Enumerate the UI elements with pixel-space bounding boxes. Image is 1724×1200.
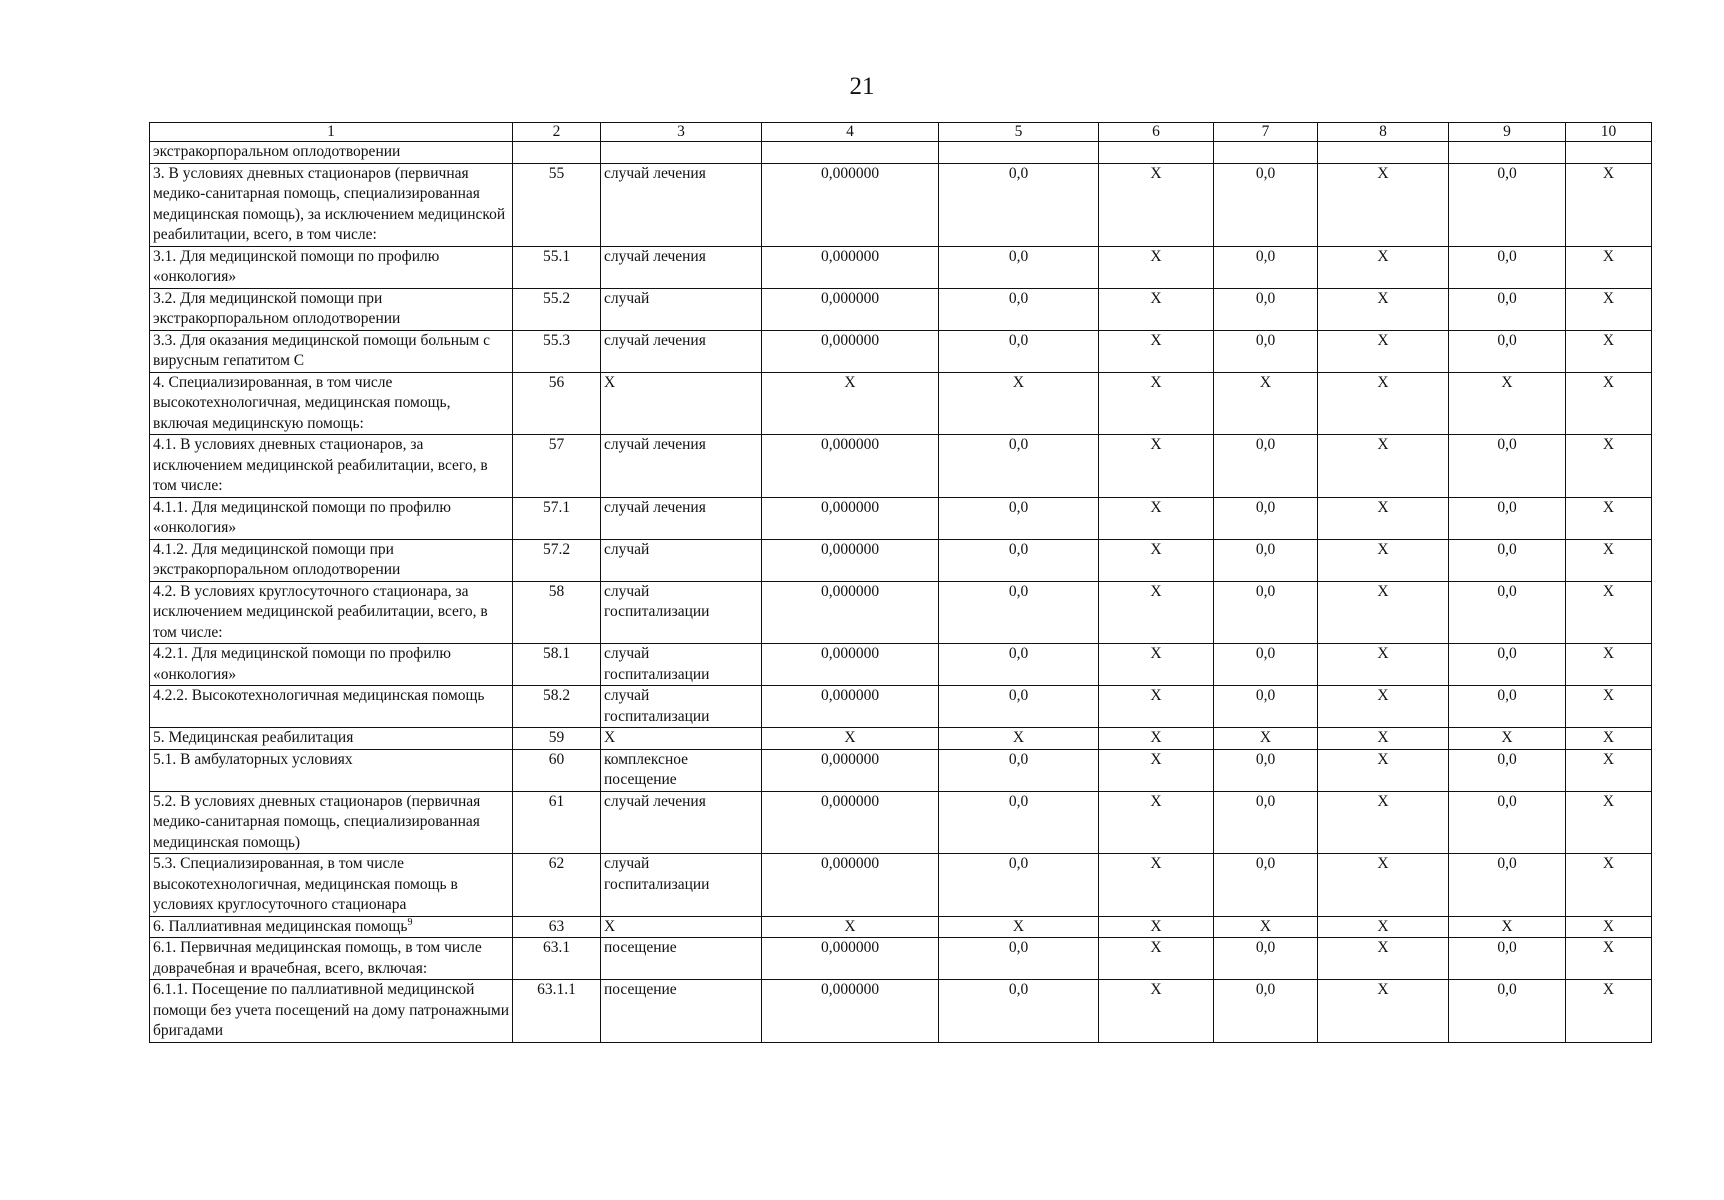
- value-cell-col-4: X: [762, 728, 939, 750]
- value-cell-col-7: X: [1214, 372, 1318, 435]
- row-name: экстракорпоральном оплодотворении: [153, 143, 401, 160]
- value-cell-col-9: X: [1449, 916, 1566, 938]
- table-row: [150, 791, 1652, 854]
- table-row: [150, 854, 1652, 917]
- row-name: 5.3. Специализированная, в том числе высокотехнологичная, медицинская помощь в условиях круглосуточного стационара: [153, 855, 458, 913]
- row-name-cell: [150, 980, 513, 1043]
- value-cell-col-7: 0,0: [1214, 749, 1318, 791]
- column-header: 8: [1318, 123, 1449, 142]
- row-name: 4.1.1. Для медицинской помощи по профилю «онкология»: [153, 498, 451, 536]
- row-name-cell: [150, 246, 513, 288]
- value-cell-col-4: 0,000000: [762, 581, 939, 644]
- value-cell-col-5: 0,0: [939, 686, 1099, 728]
- value-cell-col-7: 0,0: [1214, 435, 1318, 498]
- row-code: [513, 142, 601, 164]
- value-cell-col-5: 0,0: [939, 644, 1099, 686]
- value-cell-col-8: X: [1318, 497, 1449, 539]
- value-cell-col-5: 0,0: [939, 435, 1099, 498]
- row-unit: посещение: [601, 980, 762, 1043]
- column-header: 7: [1214, 123, 1318, 142]
- value-cell-col-8: [1318, 142, 1449, 164]
- row-name: 4. Специализированная, в том числе высокотехнологичная, медицинская помощь, включая медицинскую помощь:: [153, 373, 451, 432]
- value-cell-col-9: 0,0: [1449, 288, 1566, 330]
- row-code: 57: [513, 435, 601, 498]
- table-row: [150, 163, 1652, 246]
- row-name: 6.1.1. Посещение по паллиативной медицинской помощи без учета посещений на дому патронажными бригадами: [153, 981, 510, 1039]
- row-code: 56: [513, 372, 601, 435]
- value-cell-col-9: 0,0: [1449, 938, 1566, 980]
- value-cell-col-6: X: [1099, 644, 1214, 686]
- value-cell-col-5: 0,0: [939, 938, 1099, 980]
- value-cell-col-4: X: [762, 372, 939, 435]
- table-row: [150, 246, 1652, 288]
- value-cell-col-9: [1449, 142, 1566, 164]
- row-name-cell: [150, 539, 513, 581]
- value-cell-col-6: X: [1099, 372, 1214, 435]
- value-cell-col-10: X: [1566, 372, 1652, 435]
- value-cell-col-9: X: [1449, 728, 1566, 750]
- row-name: 3. В условиях дневных стационаров (первичная медико-санитарная помощь, специализированная медицинская помощь), за исключением медицинской реабилитации, всего, в том числе:: [153, 164, 506, 243]
- value-cell-col-6: X: [1099, 938, 1214, 980]
- value-cell-col-5: X: [939, 372, 1099, 435]
- value-cell-col-7: 0,0: [1214, 581, 1318, 644]
- value-cell-col-10: X: [1566, 288, 1652, 330]
- row-code: 55.3: [513, 330, 601, 372]
- row-code: 61: [513, 791, 601, 854]
- value-cell-col-10: X: [1566, 728, 1652, 750]
- value-cell-col-6: [1099, 142, 1214, 164]
- row-code: 57.2: [513, 539, 601, 581]
- row-unit: случай лечения: [601, 791, 762, 854]
- value-cell-col-9: 0,0: [1449, 246, 1566, 288]
- value-cell-col-9: X: [1449, 372, 1566, 435]
- value-cell-col-7: 0,0: [1214, 644, 1318, 686]
- value-cell-col-5: 0,0: [939, 539, 1099, 581]
- value-cell-col-8: X: [1318, 980, 1449, 1043]
- row-unit: случай госпитализации: [601, 686, 762, 728]
- table-row: [150, 644, 1652, 686]
- value-cell-col-9: 0,0: [1449, 644, 1566, 686]
- value-cell-col-9: 0,0: [1449, 163, 1566, 246]
- value-cell-col-10: X: [1566, 246, 1652, 288]
- table-row: [150, 497, 1652, 539]
- value-cell-col-4: 0,000000: [762, 686, 939, 728]
- value-cell-col-7: 0,0: [1214, 330, 1318, 372]
- value-cell-col-4: 0,000000: [762, 435, 939, 498]
- row-code: 60: [513, 749, 601, 791]
- value-cell-col-10: X: [1566, 435, 1652, 498]
- value-cell-col-5: X: [939, 916, 1099, 938]
- row-unit: случай госпитализации: [601, 581, 762, 644]
- value-cell-col-6: X: [1099, 330, 1214, 372]
- value-cell-col-4: 0,000000: [762, 246, 939, 288]
- column-header: 10: [1566, 123, 1652, 142]
- row-name: 5. Медицинская реабилитация: [153, 729, 354, 746]
- row-code: 58: [513, 581, 601, 644]
- row-name-cell: [150, 372, 513, 435]
- value-cell-col-8: X: [1318, 749, 1449, 791]
- value-cell-col-5: 0,0: [939, 288, 1099, 330]
- value-cell-col-8: X: [1318, 854, 1449, 917]
- value-cell-col-5: 0,0: [939, 330, 1099, 372]
- table-row: [150, 686, 1652, 728]
- value-cell-col-4: 0,000000: [762, 163, 939, 246]
- value-cell-col-4: 0,000000: [762, 749, 939, 791]
- table-row: [150, 539, 1652, 581]
- row-name: 5.2. В условиях дневных стационаров (первичная медико-санитарная помощь, специализированная медицинская помощь): [153, 792, 481, 851]
- value-cell-col-6: X: [1099, 854, 1214, 917]
- row-unit: случай лечения: [601, 246, 762, 288]
- value-cell-col-6: X: [1099, 435, 1214, 498]
- value-cell-col-4: 0,000000: [762, 539, 939, 581]
- value-cell-col-9: 0,0: [1449, 497, 1566, 539]
- row-name-cell: [150, 435, 513, 498]
- value-cell-col-10: X: [1566, 938, 1652, 980]
- table-row: [150, 980, 1652, 1043]
- value-cell-col-5: [939, 142, 1099, 164]
- table-row: [150, 916, 1652, 938]
- value-cell-col-7: 0,0: [1214, 686, 1318, 728]
- row-code: 57.1: [513, 497, 601, 539]
- row-name: 6. Паллиативная медицинская помощь: [153, 917, 408, 935]
- value-cell-col-5: 0,0: [939, 246, 1099, 288]
- column-header: 4: [762, 123, 939, 142]
- value-cell-col-7: 0,0: [1214, 791, 1318, 854]
- row-name-cell: [150, 163, 513, 246]
- value-cell-col-8: X: [1318, 686, 1449, 728]
- value-cell-col-4: 0,000000: [762, 288, 939, 330]
- row-unit: случай: [601, 288, 762, 330]
- row-name: 4.1.2. Для медицинской помощи при экстракорпоральном оплодотворении: [153, 540, 401, 578]
- value-cell-col-8: X: [1318, 246, 1449, 288]
- value-cell-col-5: 0,0: [939, 163, 1099, 246]
- table-row: [150, 330, 1652, 372]
- value-cell-col-7: 0,0: [1214, 497, 1318, 539]
- column-header: 3: [601, 123, 762, 142]
- footnote-mark: 9: [407, 916, 413, 928]
- value-cell-col-8: X: [1318, 163, 1449, 246]
- value-cell-col-5: X: [939, 728, 1099, 750]
- row-name-cell: [150, 749, 513, 791]
- value-cell-col-6: X: [1099, 288, 1214, 330]
- value-cell-col-7: 0,0: [1214, 246, 1318, 288]
- value-cell-col-9: 0,0: [1449, 749, 1566, 791]
- value-cell-col-6: X: [1099, 749, 1214, 791]
- row-unit: [601, 142, 762, 164]
- value-cell-col-5: 0,0: [939, 791, 1099, 854]
- value-cell-col-5: 0,0: [939, 749, 1099, 791]
- row-code: 59: [513, 728, 601, 750]
- value-cell-col-10: X: [1566, 686, 1652, 728]
- value-cell-col-6: X: [1099, 791, 1214, 854]
- row-name: 4.2.2. Высокотехнологичная медицинская помощь: [153, 687, 485, 704]
- value-cell-col-9: 0,0: [1449, 539, 1566, 581]
- row-name-cell: [150, 854, 513, 917]
- row-unit: случай: [601, 539, 762, 581]
- row-unit: случай госпитализации: [601, 644, 762, 686]
- table-row: [150, 581, 1652, 644]
- row-unit: X: [601, 916, 762, 938]
- value-cell-col-7: X: [1214, 916, 1318, 938]
- value-cell-col-10: X: [1566, 581, 1652, 644]
- value-cell-col-7: 0,0: [1214, 163, 1318, 246]
- column-header: 5: [939, 123, 1099, 142]
- value-cell-col-8: X: [1318, 435, 1449, 498]
- value-cell-col-6: X: [1099, 163, 1214, 246]
- table-row: [150, 435, 1652, 498]
- value-cell-col-4: 0,000000: [762, 854, 939, 917]
- value-cell-col-9: 0,0: [1449, 686, 1566, 728]
- row-unit: случай лечения: [601, 330, 762, 372]
- row-name-cell: [150, 288, 513, 330]
- row-unit: посещение: [601, 938, 762, 980]
- value-cell-col-6: X: [1099, 246, 1214, 288]
- row-unit: случай лечения: [601, 497, 762, 539]
- value-cell-col-6: X: [1099, 539, 1214, 581]
- row-code: 58.1: [513, 644, 601, 686]
- value-cell-col-8: X: [1318, 728, 1449, 750]
- value-cell-col-10: X: [1566, 163, 1652, 246]
- value-cell-col-10: X: [1566, 330, 1652, 372]
- value-cell-col-10: X: [1566, 644, 1652, 686]
- value-cell-col-10: X: [1566, 749, 1652, 791]
- row-unit: комплексное посещение: [601, 749, 762, 791]
- value-cell-col-8: X: [1318, 372, 1449, 435]
- table-row: [150, 938, 1652, 980]
- value-cell-col-5: 0,0: [939, 854, 1099, 917]
- value-cell-col-4: 0,000000: [762, 980, 939, 1043]
- row-name-cell: [150, 686, 513, 728]
- row-unit: X: [601, 372, 762, 435]
- row-code: 55.1: [513, 246, 601, 288]
- row-unit: случай лечения: [601, 435, 762, 498]
- value-cell-col-8: X: [1318, 644, 1449, 686]
- value-cell-col-10: X: [1566, 497, 1652, 539]
- value-cell-col-4: 0,000000: [762, 497, 939, 539]
- value-cell-col-9: 0,0: [1449, 330, 1566, 372]
- value-cell-col-10: [1566, 142, 1652, 164]
- row-name: 3.2. Для медицинской помощи при экстракорпоральном оплодотворении: [153, 289, 401, 327]
- value-cell-col-4: 0,000000: [762, 644, 939, 686]
- row-name-cell: [150, 938, 513, 980]
- value-cell-col-9: 0,0: [1449, 581, 1566, 644]
- row-unit: X: [601, 728, 762, 750]
- column-header: 2: [513, 123, 601, 142]
- value-cell-col-7: 0,0: [1214, 980, 1318, 1043]
- row-code: 62: [513, 854, 601, 917]
- value-cell-col-8: X: [1318, 288, 1449, 330]
- value-cell-col-6: X: [1099, 728, 1214, 750]
- value-cell-col-7: X: [1214, 728, 1318, 750]
- row-name-cell: [150, 497, 513, 539]
- row-name: 4.2. В условиях круглосуточного стационара, за исключением медицинской реабилитации, всего, в том числе:: [153, 582, 488, 641]
- row-unit: случай лечения: [601, 163, 762, 246]
- value-cell-col-7: 0,0: [1214, 539, 1318, 581]
- value-cell-col-10: X: [1566, 980, 1652, 1043]
- row-name-cell: [150, 142, 513, 164]
- value-cell-col-6: X: [1099, 916, 1214, 938]
- value-cell-col-8: X: [1318, 539, 1449, 581]
- value-cell-col-7: [1214, 142, 1318, 164]
- value-cell-col-4: 0,000000: [762, 938, 939, 980]
- value-cell-col-7: 0,0: [1214, 938, 1318, 980]
- value-cell-col-7: 0,0: [1214, 854, 1318, 917]
- table-row: [150, 728, 1652, 750]
- value-cell-col-4: X: [762, 916, 939, 938]
- column-number-row: [150, 123, 1652, 142]
- column-header: 9: [1449, 123, 1566, 142]
- row-name: 3.1. Для медицинской помощи по профилю «онкология»: [153, 247, 440, 285]
- row-name-cell: [150, 916, 513, 938]
- value-cell-col-6: X: [1099, 497, 1214, 539]
- table-row: [150, 372, 1652, 435]
- row-code: 63.1: [513, 938, 601, 980]
- value-cell-col-10: X: [1566, 539, 1652, 581]
- value-cell-col-9: 0,0: [1449, 854, 1566, 917]
- page-number: 21: [849, 73, 875, 100]
- value-cell-col-4: 0,000000: [762, 791, 939, 854]
- row-code: 63: [513, 916, 601, 938]
- value-cell-col-5: 0,0: [939, 980, 1099, 1043]
- row-code: 55.2: [513, 288, 601, 330]
- column-header: 1: [150, 123, 513, 142]
- table-row: [150, 749, 1652, 791]
- value-cell-col-8: X: [1318, 791, 1449, 854]
- row-unit: случай госпитализации: [601, 854, 762, 917]
- value-cell-col-4: 0,000000: [762, 330, 939, 372]
- row-name-cell: [150, 330, 513, 372]
- value-cell-col-10: X: [1566, 854, 1652, 917]
- value-cell-col-5: 0,0: [939, 497, 1099, 539]
- row-name: 4.2.1. Для медицинской помощи по профилю «онкология»: [153, 645, 451, 683]
- value-cell-col-8: X: [1318, 581, 1449, 644]
- table-row: [150, 142, 1652, 164]
- value-cell-col-7: 0,0: [1214, 288, 1318, 330]
- data-table: [149, 122, 1652, 1043]
- row-code: 63.1.1: [513, 980, 601, 1043]
- row-name-cell: [150, 581, 513, 644]
- value-cell-col-9: 0,0: [1449, 791, 1566, 854]
- value-cell-col-10: X: [1566, 791, 1652, 854]
- value-cell-col-9: 0,0: [1449, 435, 1566, 498]
- value-cell-col-10: X: [1566, 916, 1652, 938]
- value-cell-col-9: 0,0: [1449, 980, 1566, 1043]
- row-name-cell: [150, 791, 513, 854]
- value-cell-col-8: X: [1318, 916, 1449, 938]
- value-cell-col-6: X: [1099, 581, 1214, 644]
- value-cell-col-6: X: [1099, 686, 1214, 728]
- value-cell-col-8: X: [1318, 330, 1449, 372]
- row-name-cell: [150, 728, 513, 750]
- row-name-cell: [150, 644, 513, 686]
- row-name: 4.1. В условиях дневных стационаров, за исключением медицинской реабилитации, всего, в том числе:: [153, 436, 488, 494]
- column-header: 6: [1099, 123, 1214, 142]
- value-cell-col-6: X: [1099, 980, 1214, 1043]
- row-code: 58.2: [513, 686, 601, 728]
- row-code: 55: [513, 163, 601, 246]
- row-name: 6.1. Первичная медицинская помощь, в том числе доврачебная и врачебная, всего, включая:: [153, 939, 482, 977]
- value-cell-col-5: 0,0: [939, 581, 1099, 644]
- value-cell-col-8: X: [1318, 938, 1449, 980]
- row-name: 3.3. Для оказания медицинской помощи больным с вирусным гепатитом С: [153, 331, 490, 369]
- row-name: 5.1. В амбулаторных условиях: [153, 750, 353, 768]
- value-cell-col-4: [762, 142, 939, 164]
- table-row: [150, 288, 1652, 330]
